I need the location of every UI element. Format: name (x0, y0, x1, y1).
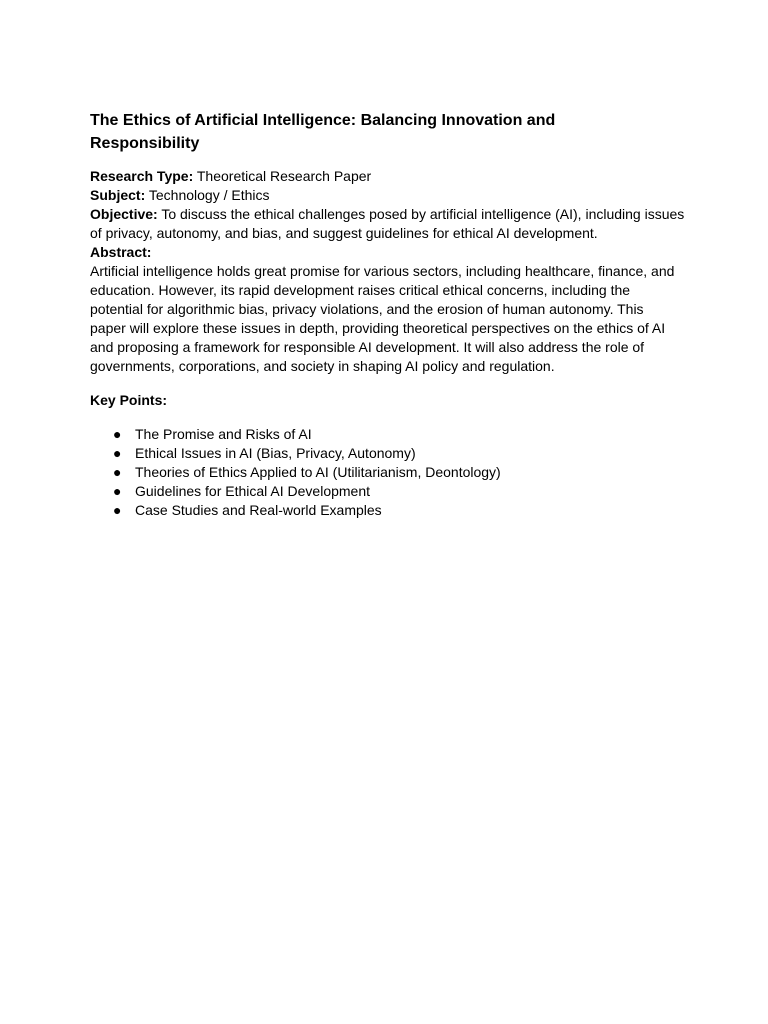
list-item (90, 463, 690, 482)
objective-line (90, 205, 690, 243)
bullet-icon: ● (113, 426, 122, 442)
subject-line (90, 186, 690, 205)
abstract-text: Artificial intelligence holds great promise for various sectors, including healthcare, finance, and education. However, its rapid development raises critical ethical concerns, including the potential for algorithmic bias, privacy violations, and the erosion of human autonomy. This paper will explore these issues in depth, providing theoretical perspectives on the ethics of AI and proposing a framework for responsible AI development. It will also address the role of governments, corporations, and society in shaping AI policy and regulation. (90, 263, 675, 374)
bullet-icon: ● (113, 445, 122, 461)
objective-value: To discuss the ethical challenges posed by artificial intelligence (AI), including issues of privacy, autonomy, and bias, and suggest guidelines for ethical AI development. (90, 206, 685, 241)
list-item (90, 482, 690, 501)
list-item-text: Case Studies and Real-world Examples (135, 502, 382, 518)
list-item-text: Theories of Ethics Applied to AI (Utilitarianism, Deontology) (135, 464, 501, 480)
list-item-text: The Promise and Risks of AI (135, 426, 312, 442)
list-item (90, 425, 690, 444)
abstract-label: Abstract: (90, 244, 152, 260)
document-page (90, 109, 690, 520)
key-points-list (90, 425, 690, 520)
bullet-icon: ● (113, 464, 122, 480)
list-item (90, 444, 690, 463)
bullet-icon: ● (113, 502, 122, 518)
objective-label: Objective: (90, 206, 158, 222)
subject-value: Technology / Ethics (148, 187, 270, 203)
key-points-heading: Key Points: (90, 392, 168, 408)
bullet-icon: ● (113, 483, 122, 499)
list-item-text: Ethical Issues in AI (Bias, Privacy, Autonomy) (135, 445, 416, 461)
research-type-value: Theoretical Research Paper (196, 168, 372, 184)
list-item (90, 501, 690, 520)
research-type-line (90, 167, 690, 186)
document-title: The Ethics of Artificial Intelligence: Balancing Innovation and Responsibility (90, 112, 556, 152)
research-type-label: Research Type: (90, 168, 194, 184)
subject-label: Subject: (90, 187, 146, 203)
list-item-text: Guidelines for Ethical AI Development (135, 483, 371, 499)
